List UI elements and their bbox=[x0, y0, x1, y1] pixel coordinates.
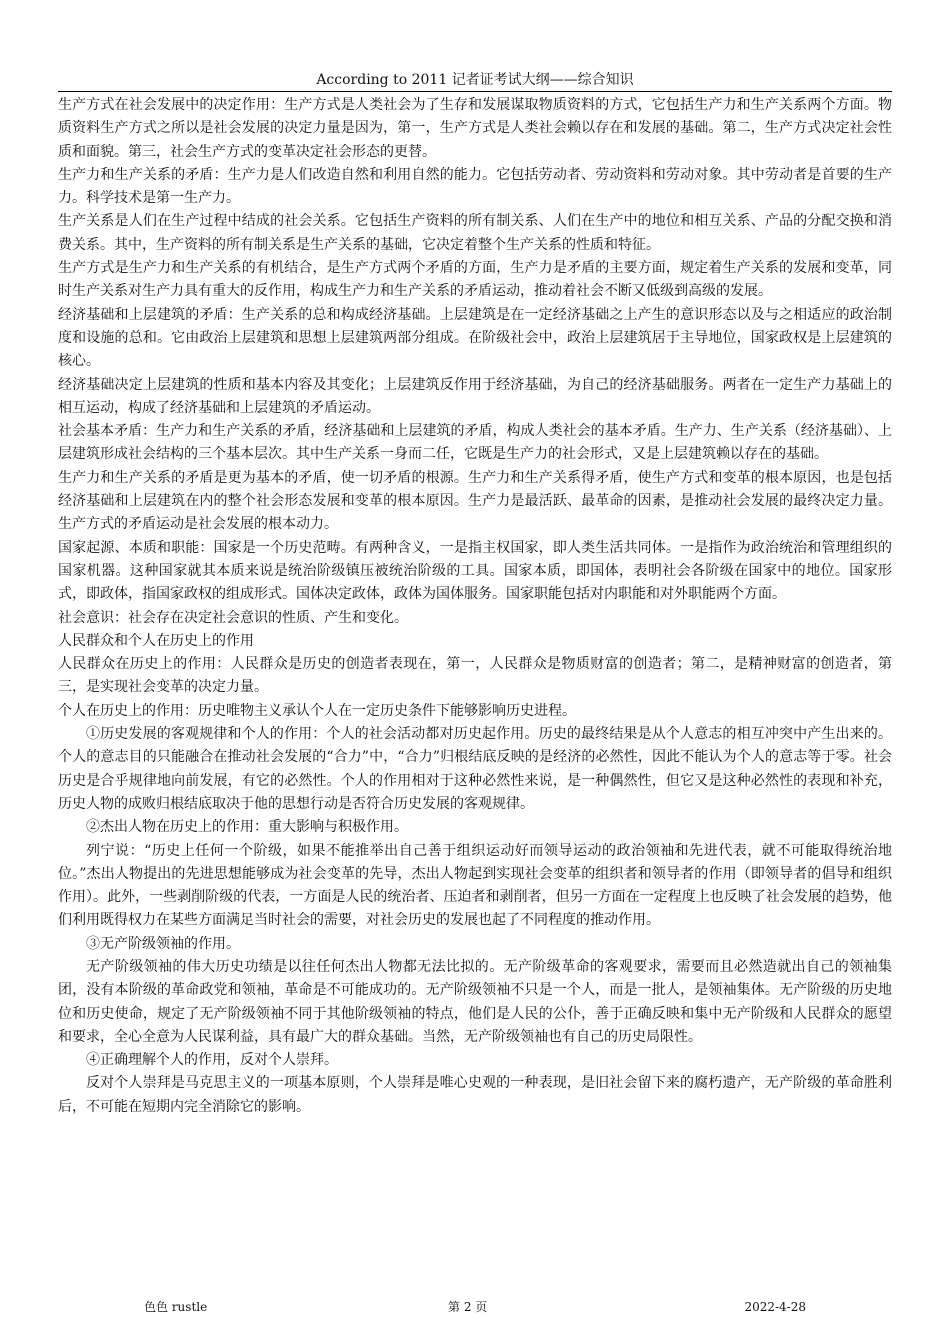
footer-page-number: 第 2 页 bbox=[448, 1300, 488, 1314]
page-header: According to 2011 记者证考试大纲——综合知识 bbox=[316, 72, 634, 88]
page-footer bbox=[58, 1297, 892, 1317]
footer-date: 2022-4-28 bbox=[744, 1300, 806, 1314]
paragraph: 经济基础决定上层建筑的性质和基本内容及其变化；上层建筑反作用于经济基础，为自己的经济基础服务。两者在一定生产力基础上的相互运动，构成了经济基础和上层建筑的矛盾运动。 bbox=[58, 376, 892, 416]
paragraph: 无产阶级领袖的伟大历史功绩是以往任何杰出人物都无法比拟的。无产阶级革命的客观要求，需要而且必然造就出自己的领袖集团，没有本阶级的革命政党和领袖，革命是不可能成功的。无产阶级领袖不只是一个人，而是一批人，是领袖集体。无产阶级的历史地位和历史使命，规定了无产阶级领袖不同于其他阶级领袖的特点，他们是人民的公仆，善于正确反映和集中无产阶级和人民群众的愿望和要求，全心全意为人民谋利益，具有最广大的群众基础。当然，无产阶级领袖也有自己的历史局限性。 bbox=[58, 958, 892, 1045]
header-rule bbox=[58, 91, 892, 92]
paragraph: 列宁说：“历史上任何一个阶级，如果不能推举出自己善于组织运动好而领导运动的政治领袖和先进代表，就不可能取得统治地位。”杰出人物提出的先进思想能够成为社会变革的先导，杰出人物起到实现社会变革的组织者和领导者的作用（即领导者的倡导和组织作用）。此外，一些剥削阶级的代表，一方面是人民的统治者、压迫者和剥削者，但另一方面在一定程度上也反映了社会发展的趋势，他们利用既得权力在某些方面满足当时社会的需要，对社会历史的发展也起了不同程度的推动作用。 bbox=[58, 842, 892, 929]
paragraph: 生产力和生产关系的矛盾：生产力是人们改造自然和利用自然的能力。它包括劳动者、劳动资料和劳动对象。其中劳动者是首要的生产力。科学技术是第一生产力。 bbox=[58, 166, 892, 207]
paragraph: 社会意识：社会存在决定社会意识的性质、产生和变化。 bbox=[58, 609, 408, 626]
numbered-paragraph: ②杰出人物在历史上的作用：重大影响与积极作用。 bbox=[86, 819, 408, 836]
numbered-paragraph: ③无产阶级领袖的作用。 bbox=[86, 935, 240, 952]
footer-author: 色色 rustle bbox=[144, 1300, 208, 1314]
section-heading: 人民群众和个人在历史上的作用 bbox=[58, 632, 254, 649]
document-body bbox=[58, 94, 892, 1119]
paragraph: 人民群众在历史上的作用：人民群众是历史的创造者表现在，第一，人民群众是物质财富的创造者；第二，是精神财富的创造者，第三，是实现社会变革的决定力量。 bbox=[58, 656, 892, 696]
paragraph: 生产关系是人们在生产过程中结成的社会关系。它包括生产资料的所有制关系、人们在生产中的地位和相互关系、产品的分配交换和消费关系。其中，生产资料的所有制关系是生产关系的基础，它决定着整个生产关系的性质和特征。 bbox=[58, 213, 892, 253]
paragraph: 生产方式是生产力和生产关系的有机结合，是生产方式两个矛盾的方面，生产力是矛盾的主要方面，规定着生产关系的发展和变革，同时生产关系对生产力具有重大的反作用，构成生产力和生产关系的矛盾运动，推动着社会不断又低级到高级的发展。 bbox=[58, 260, 892, 300]
paragraph: 生产方式在社会发展中的决定作用：生产方式是人类社会为了生存和发展谋取物质资料的方式，它包括生产力和生产关系两个方面。物质资料生产方式之所以是社会发展的决定力量是因为，第一，生产方式是人类社会赖以存在和发展的基础。第二，生产方式决定社会性质和面貌。第三，社会生产方式的变革决定社会形态的更替。 bbox=[58, 97, 892, 160]
paragraph: 生产力和生产关系的矛盾是更为基本的矛盾，使一切矛盾的根源。生产力和生产关系得矛盾，使生产方式和变革的根本原因，也是包括经济基础和上层建筑在内的整个社会形态发展和变革的根本原因。生产力是最活跃、最革命的因素，是推动社会发展的最终决定力量。生产方式的矛盾运动是社会发展的根本动力。 bbox=[58, 469, 892, 533]
paragraph: 个人在历史上的作用：历史唯物主义承认个人在一定历史条件下能够影响历史进程。 bbox=[58, 702, 576, 719]
paragraph: 社会基本矛盾：生产力和生产关系的矛盾，经济基础和上层建筑的矛盾，构成人类社会的基本矛盾。生产力、生产关系（经济基础）、上层建筑形成社会结构的三个基本层次。其中生产关系一身而二任，它既是生产力的社会形式，又是上层建筑赖以存在的基础。 bbox=[58, 423, 892, 463]
paragraph: 经济基础和上层建筑的矛盾：生产关系的总和构成经济基础。上层建筑是在一定经济基础之上产生的意识形态以及与之相适应的政治制度和设施的总和。它由政治上层建筑和思想上层建筑两部分组成。在阶级社会中，政治上层建筑居于主导地位，国家政权是上层建筑的核心。 bbox=[58, 306, 892, 370]
numbered-paragraph: ①历史发展的客观规律和个人的作用：个人的社会活动都对历史起作用。历史的最终结果是从个人意志的相互冲突中产生出来的。个人的意志目的只能融合在推动社会发展的“合力”中，“合力”归根结底反映的是经济的必然性，因此不能认为个人的意志等于零。社会历史是合乎规律地向前发展，有它的必然性。个人的作用相对于这种必然性来说，是一种偶然性，但它又是这种必然性的表现和补充，历史人物的成败归根结底取决于他的思想行动是否符合历史发展的客观规律。 bbox=[58, 726, 892, 812]
paragraph: 反对个人崇拜是马克思主义的一项基本原则，个人崇拜是唯心史观的一种表现，是旧社会留下来的腐朽遗产，无产阶级的革命胜利后，不可能在短期内完全消除它的影响。 bbox=[58, 1075, 892, 1115]
numbered-paragraph: ④正确理解个人的作用，反对个人崇拜。 bbox=[86, 1052, 338, 1069]
paragraph: 国家起源、本质和职能：国家是一个历史范畴。有两种含义，一是指主权国家，即人类生活共同体。一是指作为政治统治和管理组织的国家机器。这种国家就其本质来说是统治阶级镇压被统治阶级的工具。国家本质，即国体，表明社会各阶级在国家中的地位。国家形式，即政体，指国家政权的组成形式。国体决定政体，政体为国体服务。国家职能包括对内职能和对外职能两个方面。 bbox=[58, 539, 892, 603]
